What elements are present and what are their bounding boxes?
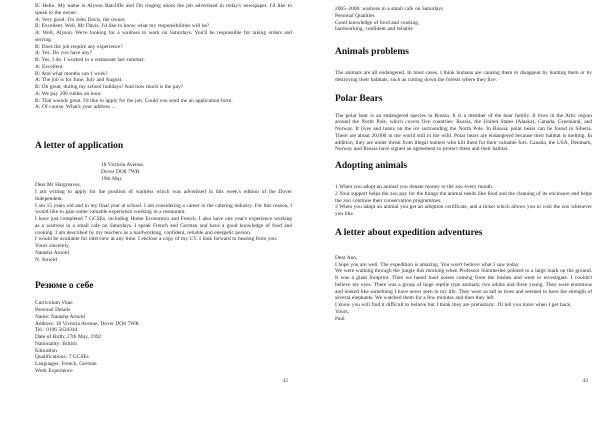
letter-signature: Paul (335, 315, 345, 322)
letter-paragraph: I am 15 years old and in my final year at school. I am considering a career in the catering industry. For this reason, I would like to gain some valuable experience working in a restaurant. (35, 202, 292, 216)
date-line: 19th May (101, 175, 123, 182)
polar-bears-paragraph: The polar bear is an endangered species in Russia. It is a member of the bear family. It lives in the Artic region around the North Pole, which covers five countries: Russia, the United States (Alaska), Canada, Greenland, and Norway. It lives and hunts on the ice surrounding the North Pole. In Russia, polar bears can be found in Siberia. There are about 20,000 in the world still in the wild. Polar bears are endangered because their habitat is melting. In addition, they are under threat from illegal hunters who kill them for their valuable furs. Canada, the USA, Denmark, Norway and Russia have signed an agreement to protect them and their habitat. (335, 112, 592, 153)
cv-line: 2005–2006: waitress in a small cafe on Saturdays (335, 6, 444, 12)
page-right (335, 0, 592, 424)
address-line: Dover DO8 7WR (101, 168, 140, 175)
section-heading-animals-problems: Animals problems (335, 47, 409, 57)
address-line: 18 Victoria Avenue, (101, 162, 145, 168)
dialogue-turn: A: Very good. I'm John Davis, the owner. (35, 16, 126, 23)
letter-paragraph: I would be available for interview at any time. I enclose a copy of my CV. I look forward to hearing from you. (35, 236, 278, 243)
letter-closing: Yours, (335, 308, 349, 315)
animals-paragraph: The animals are all endangered. In most cases, I think humans are causing them to disappear by hunting them or by destroying their habitats, such as cutting down the forests where they live. (335, 70, 592, 83)
adopting-item: 2 Your support helps the zoo pay for the things the animal needs like food and the cleaning of its enclosure and helps the zoo continue their conservation programmes. (335, 190, 592, 204)
adopting-animals-list (335, 184, 592, 218)
dialogue-turn: A: Of course. What's your address ... (35, 104, 116, 111)
cv-line: Curriculum Vitae (35, 300, 73, 307)
letter-paragraph: I hope you are well. The expedition is amazing. You won't believe what I saw today. (335, 261, 520, 268)
cv-line: Languages: French, German (35, 361, 97, 367)
cv-line: Address: 18 Victoria Avenue, Dover DO8 7WR (35, 320, 139, 327)
dialogue-turn: A: Yes. Do you have any? (35, 50, 93, 57)
dialogue-turn: B: Oh great, during my school holidays! And how much is the pay? (35, 84, 184, 90)
expedition-letter (335, 255, 592, 323)
dialogue-turn: B: And what months can I work? (35, 70, 108, 77)
dialogue-turn: A: The job is for June, July and August. (35, 77, 123, 84)
adopting-item: 3 When you adopt an animal you get an adoption certificate, and a ticket which allows you to visit the zoo whenever you like. (335, 204, 592, 217)
cv-line: Qualifications: 7 GCSEs (35, 354, 89, 361)
letter-salutation: Dear Ann, (335, 254, 358, 261)
sender-address-block (101, 162, 292, 182)
cv-line: hardworking, confident and reliable (335, 26, 413, 33)
page-number-left: 42 (282, 378, 288, 384)
section-heading-adopting-animals: Adopting animals (335, 161, 408, 171)
dialogue-turn: B: Excellent. Well, Mr Davis, I'd like to know what my responsibilities will be? (35, 23, 210, 30)
page-number-right: 43 (582, 378, 588, 384)
cv-line: Name: Natasha Arnold (35, 313, 85, 320)
dialogue-turn: A: Well, Alyson. We're looking for a waitress to work on Saturdays. You'll be responsible for taking orders and serving. (35, 30, 292, 43)
dialogue-turn: A: We pay 200 rubles an hour. (35, 90, 102, 97)
letter-paragraph: I am writing to apply for the position of waitress which was advertised in this week's edition of the Dover Independent. (35, 189, 292, 202)
cv-line: Date of Birth: 27th May, 1992 (35, 334, 102, 340)
cv-line: Work Experience (35, 367, 73, 374)
page-left (35, 0, 292, 424)
section-heading-expedition-letter: A letter about expedition adventures (335, 227, 483, 238)
section-heading-resume: Резюме о себе (35, 281, 94, 292)
application-letter (35, 162, 292, 263)
section-heading-polar-bears: Polar Bears (335, 93, 383, 104)
letter-closing: Yours sincerely, (35, 243, 70, 249)
dialogue-turn: B: Yes, I do. I worked in a restaurant last summer. (35, 57, 145, 63)
dialogue-turn: B: That sounds great. I'd like to apply for the job. Could you send me an application form. (35, 97, 233, 104)
dialogue-turn: B: Hello. My name is Alyson Ratcliffe and I'm ringing about the job advertised in today's newspaper. I'd like to speak to the owner. (35, 3, 292, 16)
cv-line: Personal Details (35, 307, 71, 313)
section-heading-letter-of-application: A letter of application (35, 141, 124, 151)
cv-line: Education (35, 347, 57, 354)
cv-line: Nationality: British (35, 340, 77, 347)
cv-line: Tel.: 0196 5634344 (35, 327, 78, 334)
adopting-item: 1 When you adopt an animal you donate money to the zoo every month. (335, 184, 494, 190)
letter-signature: Natasha Arnold (35, 249, 69, 256)
cv-block (35, 300, 292, 374)
cv-continued-block (335, 6, 592, 33)
letter-salutation: Dear Mr Hargreaves, (35, 182, 81, 189)
letter-signature: N. Arnold (35, 256, 57, 263)
dialogue-turn: A: Excellent. (35, 63, 64, 70)
cv-line: Personal Qualities (335, 12, 375, 19)
letter-paragraph: I know you will find it difficult to believe but I think they are prehistoric. I'll tell you more when I get back. (335, 302, 572, 308)
dialogue-turn: B: Does the job require any experience? (35, 43, 123, 50)
letter-paragraph: We were walking through the jungle this morning when Professor Summerlee pointed to a large mark on the ground. It was a giant footprint. Then we heard loud noises coming from the bushes and went to investigate. I couldn't believe my eyes. There was a group of huge reptile type animals; two adults and three young. They were enormous and looked like something I have never seen in my life. They were as tall as trees and seemed to have the strength of several elephants. We watched them for a few minutes and then they left. (335, 268, 592, 302)
job-phone-dialogue (35, 3, 292, 111)
cv-line: Good knowledge of food and cooking, (335, 19, 420, 26)
letter-paragraph: I have just completed 7 GCSEs, including Home Economics and French. I also have one year's experience working as a waitress in a small cafe on Saturdays. I speak French and German and have a good knowledge of food and cooking. I am described by my teachers as a hardworking, confident, reliable and energetic person. (35, 216, 292, 236)
